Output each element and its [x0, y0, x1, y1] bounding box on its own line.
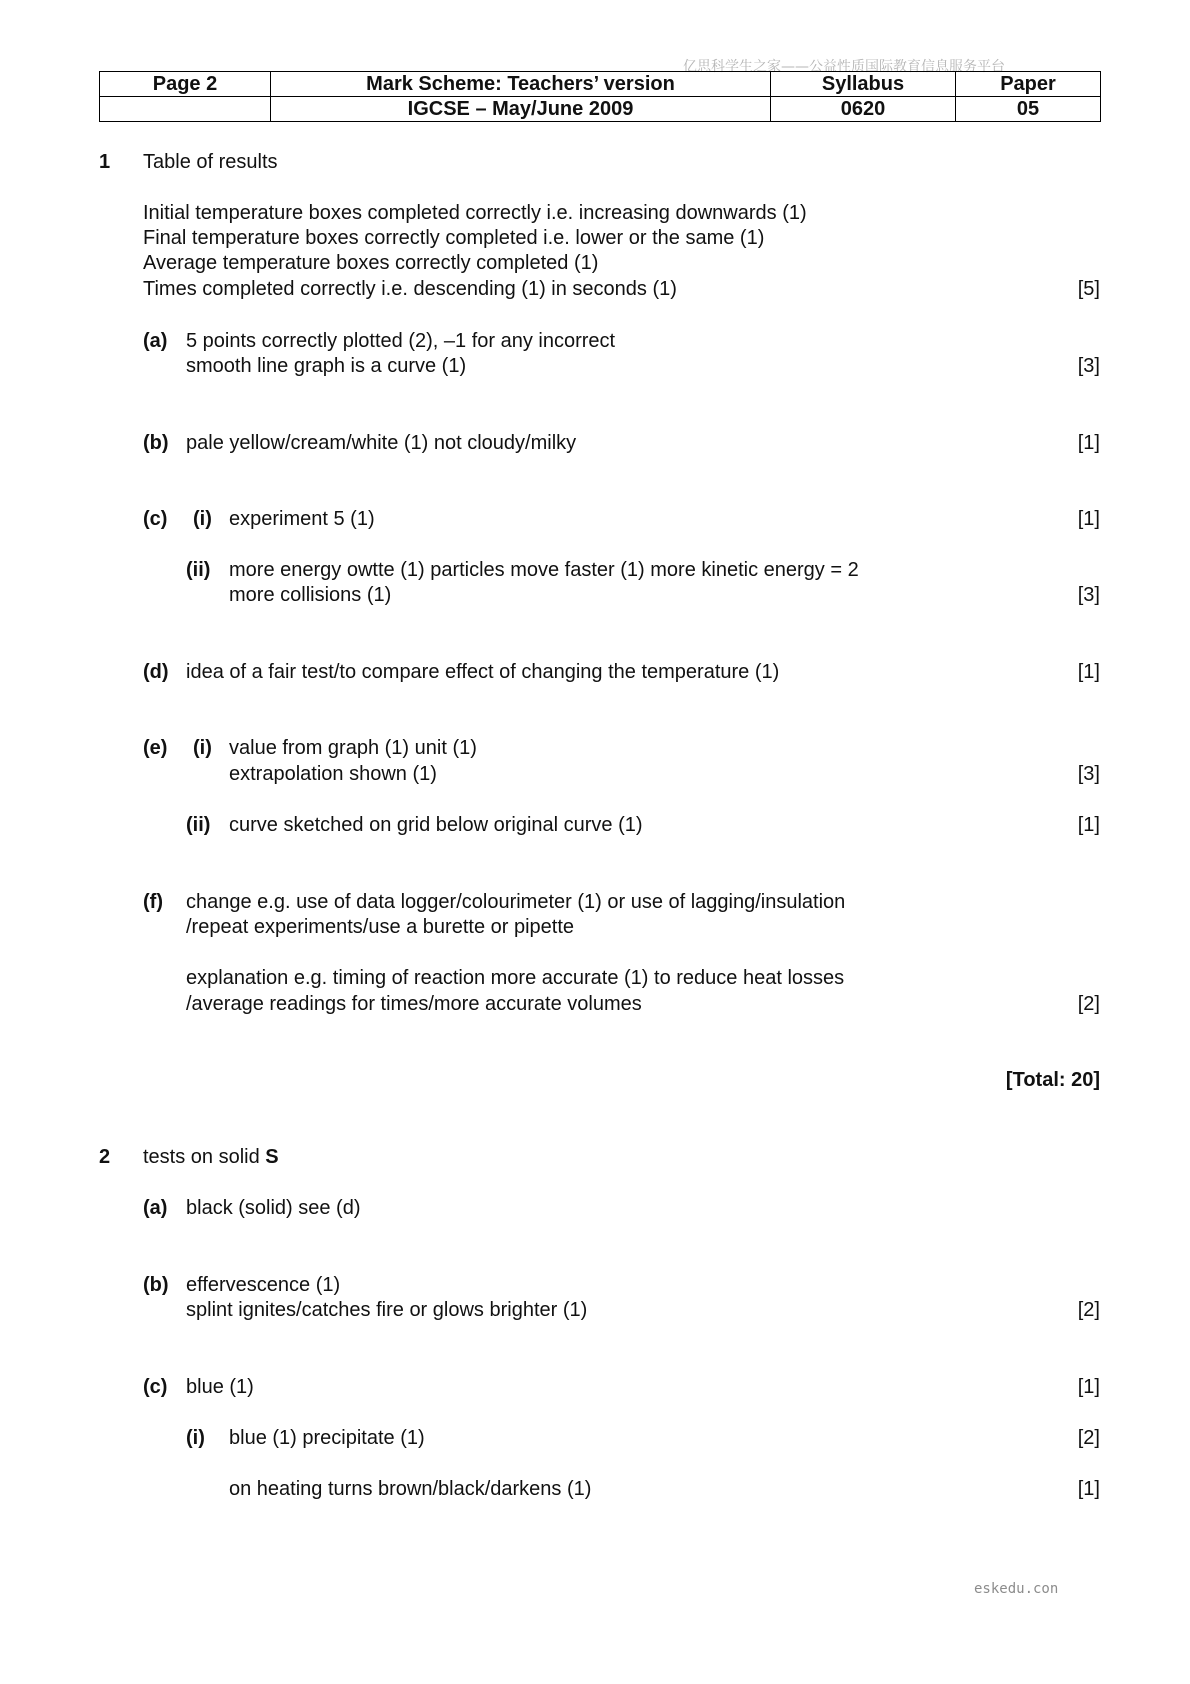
header-row: [100, 97, 1101, 122]
q1-total: [Total: 20]: [1005, 1069, 1100, 1091]
header-row: [100, 72, 1101, 97]
q1f-label: (f): [143, 891, 163, 913]
q1e-i-label: (i): [193, 737, 212, 759]
q1-number: 1: [99, 151, 111, 173]
q1d-mark: [1]: [1077, 661, 1100, 683]
q1-title: Table of results: [143, 151, 278, 173]
q1c-ii-line: more collisions (1): [229, 584, 392, 606]
q2-number: 2: [99, 1146, 111, 1168]
q1c-ii-label: (ii): [186, 559, 211, 581]
q2c-line: blue (1): [186, 1376, 254, 1398]
q1f-mark: [2]: [1077, 993, 1100, 1015]
q1d-line: idea of a fair test/to compare effect of changing the temperature (1): [186, 661, 780, 683]
header-syllabus-label: Syllabus: [771, 72, 956, 97]
q1c-ii-mark: [3]: [1077, 584, 1100, 606]
q1a-line: smooth line graph is a curve (1): [186, 355, 467, 377]
q1a-mark: [3]: [1077, 355, 1100, 377]
q2a-line: black (solid) see (d): [186, 1197, 361, 1219]
q1d-label: (d): [143, 661, 169, 683]
q2a-label: (a): [143, 1197, 168, 1219]
q1c-ii-line: more energy owtte (1) particles move faster (1) more kinetic energy = 2: [229, 559, 859, 581]
q1-intro-line: Times completed correctly i.e. descending (1) in seconds (1): [143, 278, 677, 300]
q1b-mark: [1]: [1077, 432, 1100, 454]
q1e-ii-mark: [1]: [1077, 814, 1100, 836]
q2c-i-label: (i): [186, 1427, 205, 1449]
header-table: [99, 71, 1101, 122]
q1f-line: /repeat experiments/use a burette or pipette: [186, 916, 575, 938]
q1a-line: 5 points correctly plotted (2), –1 for any incorrect: [186, 330, 616, 352]
q1f-line: change e.g. use of data logger/colourimeter (1) or use of lagging/insulation: [186, 891, 846, 913]
header-syllabus-code: 0620: [771, 97, 956, 122]
header-exam: IGCSE – May/June 2009: [271, 97, 771, 122]
q2c-i-mark: [1]: [1077, 1478, 1100, 1500]
watermark-bottom: eskedu.con: [974, 1581, 1059, 1597]
q1e-ii-line: curve sketched on grid below original curve (1): [229, 814, 643, 836]
q1-intro-line: Average temperature boxes correctly completed (1): [143, 252, 599, 274]
header-page: Page 2: [100, 72, 271, 97]
q2-title-solid: S: [265, 1146, 279, 1168]
header-paper-number: 05: [956, 97, 1101, 122]
q2c-label: (c): [143, 1376, 168, 1398]
q2c-mark: [1]: [1077, 1376, 1100, 1398]
q2b-line: splint ignites/catches fire or glows brighter (1): [186, 1299, 588, 1321]
watermark-top: 亿思科学生之家——公益性质国际教育信息服务平台: [683, 59, 1005, 75]
q1f-line: /average readings for times/more accurate volumes: [186, 993, 642, 1015]
q1c-i-line: experiment 5 (1): [229, 508, 375, 530]
q2b-mark: [2]: [1077, 1299, 1100, 1321]
q1f-line: explanation e.g. timing of reaction more accurate (1) to reduce heat losses: [186, 967, 845, 989]
q1-intro-mark: [5]: [1077, 278, 1100, 300]
header-title: Mark Scheme: Teachers’ version: [271, 72, 771, 97]
q1e-i-line: extrapolation shown (1): [229, 763, 437, 785]
q1c-i-mark: [1]: [1077, 508, 1100, 530]
q2c-i-mark: [2]: [1077, 1427, 1100, 1449]
q1e-ii-label: (ii): [186, 814, 211, 836]
q1-intro-line: Final temperature boxes correctly completed i.e. lower or the same (1): [143, 227, 765, 249]
q2b-line: effervescence (1): [186, 1274, 341, 1296]
q2-title: [143, 1145, 279, 1170]
q1a-label: (a): [143, 330, 168, 352]
q1c-i-label: (i): [193, 508, 212, 530]
q1e-i-mark: [3]: [1077, 763, 1100, 785]
q2c-i-line: blue (1) precipitate (1): [229, 1427, 425, 1449]
header-empty: [100, 97, 271, 122]
q1e-label: (e): [143, 737, 168, 759]
q2b-label: (b): [143, 1274, 169, 1296]
q1-intro-line: Initial temperature boxes completed correctly i.e. increasing downwards (1): [143, 202, 807, 224]
q1e-i-line: value from graph (1) unit (1): [229, 737, 477, 759]
q1b-line: pale yellow/cream/white (1) not cloudy/milky: [186, 432, 577, 454]
q2c-i-line: on heating turns brown/black/darkens (1): [229, 1478, 592, 1500]
q1b-label: (b): [143, 432, 169, 454]
q2-title-text: tests on solid: [143, 1146, 266, 1168]
q1c-label: (c): [143, 508, 168, 530]
header-paper-label: Paper: [956, 72, 1101, 97]
